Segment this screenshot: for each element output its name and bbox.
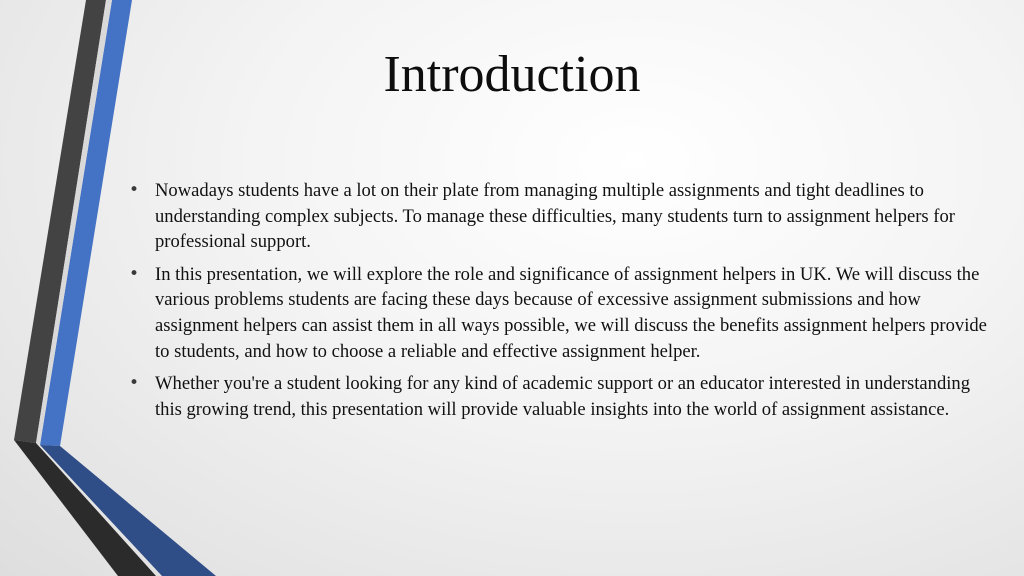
bullet-item-1	[128, 178, 1000, 255]
bullet-icon: •	[129, 263, 140, 284]
bullet-icon: •	[129, 373, 140, 394]
bullet-text: Whether you're a student looking for any kind of academic support or an educator interested in understanding this growing trend, this presentation will provide valuable insights into the world of assignment assistance.	[155, 373, 971, 420]
bullet-item-3	[128, 371, 1000, 422]
decor-gray-diagonal	[14, 440, 156, 576]
bullet-text: Nowadays students have a lot on their plate from managing multiple assignments and tight deadlines to understanding complex subjects. To manage these difficulties, many students turn to assignment helpers for professional support.	[155, 180, 955, 253]
bullet-text: In this presentation, we will explore the role and significance of assignment helpers in UK. We will discuss the various problems students are facing these days because of excessive assignment submissions and how assignment helpers can assist them in all ways possible, we will discuss the benefits assignment helpers provide to students, and how to choose a reliable and effective assignment helper.	[155, 263, 987, 362]
bullet-list	[128, 178, 1000, 429]
bullet-item-2	[128, 262, 1000, 364]
bullet-icon: •	[129, 180, 140, 200]
slide-title: Introduction	[383, 46, 641, 103]
